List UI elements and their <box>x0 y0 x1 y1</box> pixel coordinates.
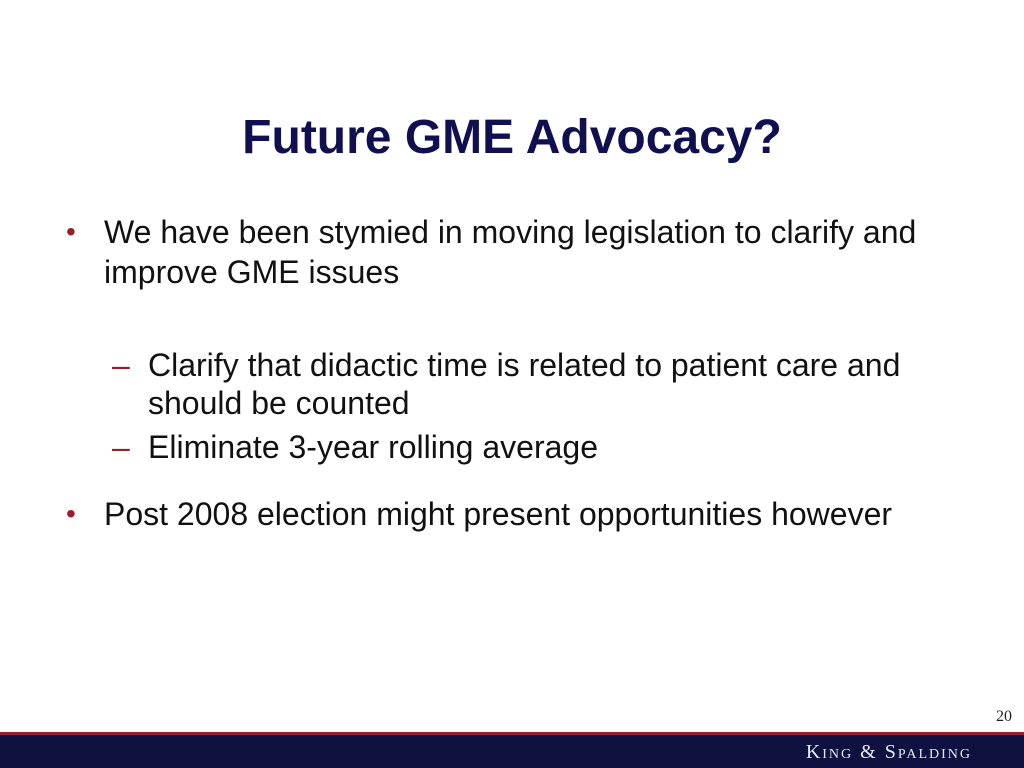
bullet-text: We have been stymied in moving legislation to clarify and improve GME issues <box>104 214 917 290</box>
sub-bullet-marker: – <box>112 347 130 383</box>
sub-bullet-item <box>112 428 948 466</box>
brand-logo: King & Spalding <box>805 741 972 763</box>
sub-bullet-marker: – <box>112 429 130 465</box>
bullet-marker: • <box>66 498 76 529</box>
bullet-text: Post 2008 election might present opportunities however <box>104 496 893 532</box>
bullet-item <box>66 212 944 292</box>
sub-bullet-text: Clarify that didactic time is related to patient care and should be counted <box>148 347 901 421</box>
sub-bullet-item <box>112 346 948 422</box>
bullet-marker: • <box>66 216 76 247</box>
sub-bullet-text: Eliminate 3-year rolling average <box>148 429 598 465</box>
bullet-item <box>66 494 944 534</box>
slide-title: Future GME Advocacy? <box>242 111 782 164</box>
page-number: 20 <box>996 708 1012 725</box>
